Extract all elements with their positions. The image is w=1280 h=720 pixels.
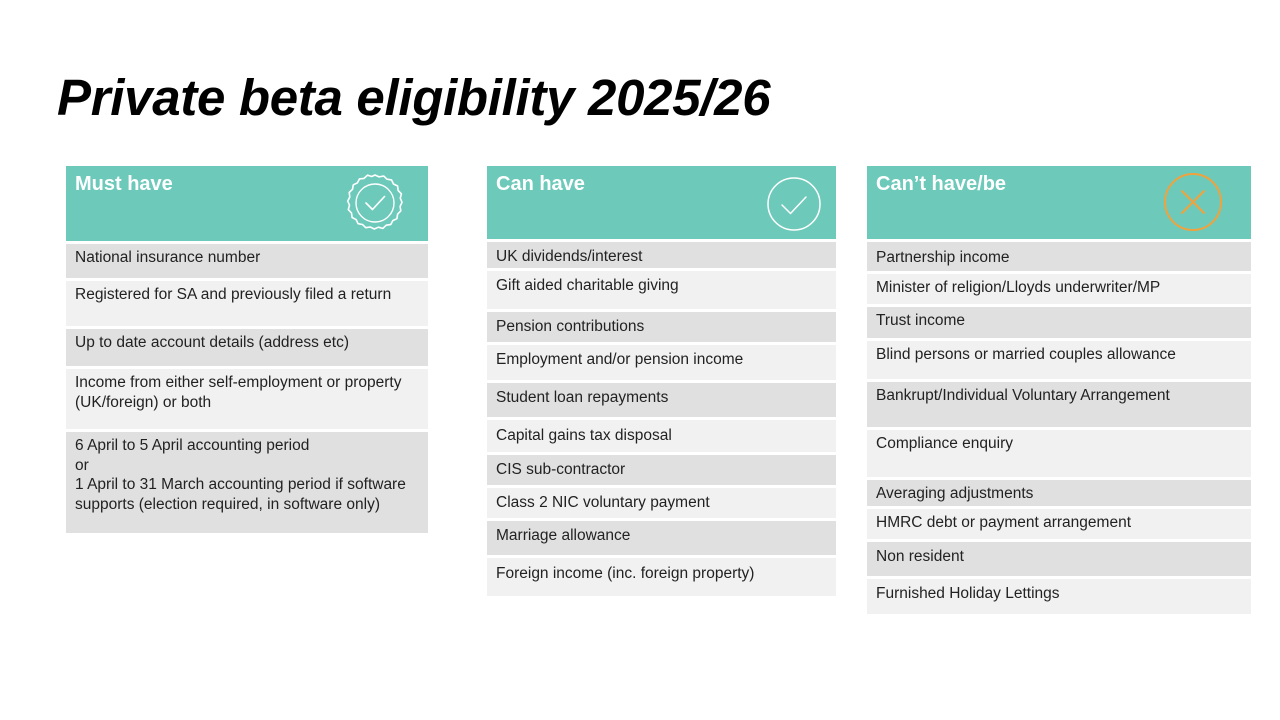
list-item: HMRC debt or payment arrangement [867, 509, 1251, 542]
cant-have-label: Can’t have/be [876, 173, 1007, 195]
badge-check-icon [345, 173, 405, 233]
page-title: Private beta eligibility 2025/26 [57, 69, 771, 126]
cant-have-list [867, 242, 1251, 614]
list-item: Compliance enquiry [867, 430, 1251, 480]
can-have-column [487, 166, 836, 596]
list-item: Non resident [867, 542, 1251, 579]
list-item: Gift aided charitable giving [487, 271, 836, 312]
must-have-list [66, 244, 428, 536]
list-item: Pension contributions [487, 312, 836, 345]
list-item: UK dividends/interest [487, 242, 836, 271]
list-item: Up to date account details (address etc) [66, 329, 428, 369]
list-item: Minister of religion/Lloyds underwriter/MP [867, 274, 1251, 307]
list-item: Registered for SA and previously filed a return [66, 281, 428, 329]
list-item: Trust income [867, 307, 1251, 341]
cant-have-header [867, 166, 1251, 239]
list-item: Marriage allowance [487, 521, 836, 558]
list-item: Capital gains tax disposal [487, 420, 836, 455]
can-have-list [487, 242, 836, 596]
list-item: Student loan repayments [487, 383, 836, 420]
list-item: Averaging adjustments [867, 480, 1251, 509]
list-item: Employment and/or pension income [487, 345, 836, 383]
list-item: CIS sub-contractor [487, 455, 836, 488]
list-item: 6 April to 5 April accounting period or 1 April to 31 March accounting period if software supports (election required, in software only) [66, 432, 428, 536]
list-item: National insurance number [66, 244, 428, 281]
list-item: Income from either self-employment or property (UK/foreign) or both [66, 369, 428, 432]
can-have-header [487, 166, 836, 239]
list-item: Class 2 NIC voluntary payment [487, 488, 836, 521]
must-have-label: Must have [75, 173, 173, 195]
list-item: Furnished Holiday Lettings [867, 579, 1251, 614]
list-item: Blind persons or married couples allowance [867, 341, 1251, 382]
cant-have-column [867, 166, 1251, 614]
must-have-header [66, 166, 428, 241]
can-have-label: Can have [496, 173, 585, 195]
cross-circle-icon [1163, 172, 1223, 232]
list-item: Partnership income [867, 242, 1251, 274]
must-have-column [66, 166, 428, 536]
list-item: Foreign income (inc. foreign property) [487, 558, 836, 596]
list-item: Bankrupt/Individual Voluntary Arrangement [867, 382, 1251, 430]
check-circle-icon [766, 176, 822, 232]
